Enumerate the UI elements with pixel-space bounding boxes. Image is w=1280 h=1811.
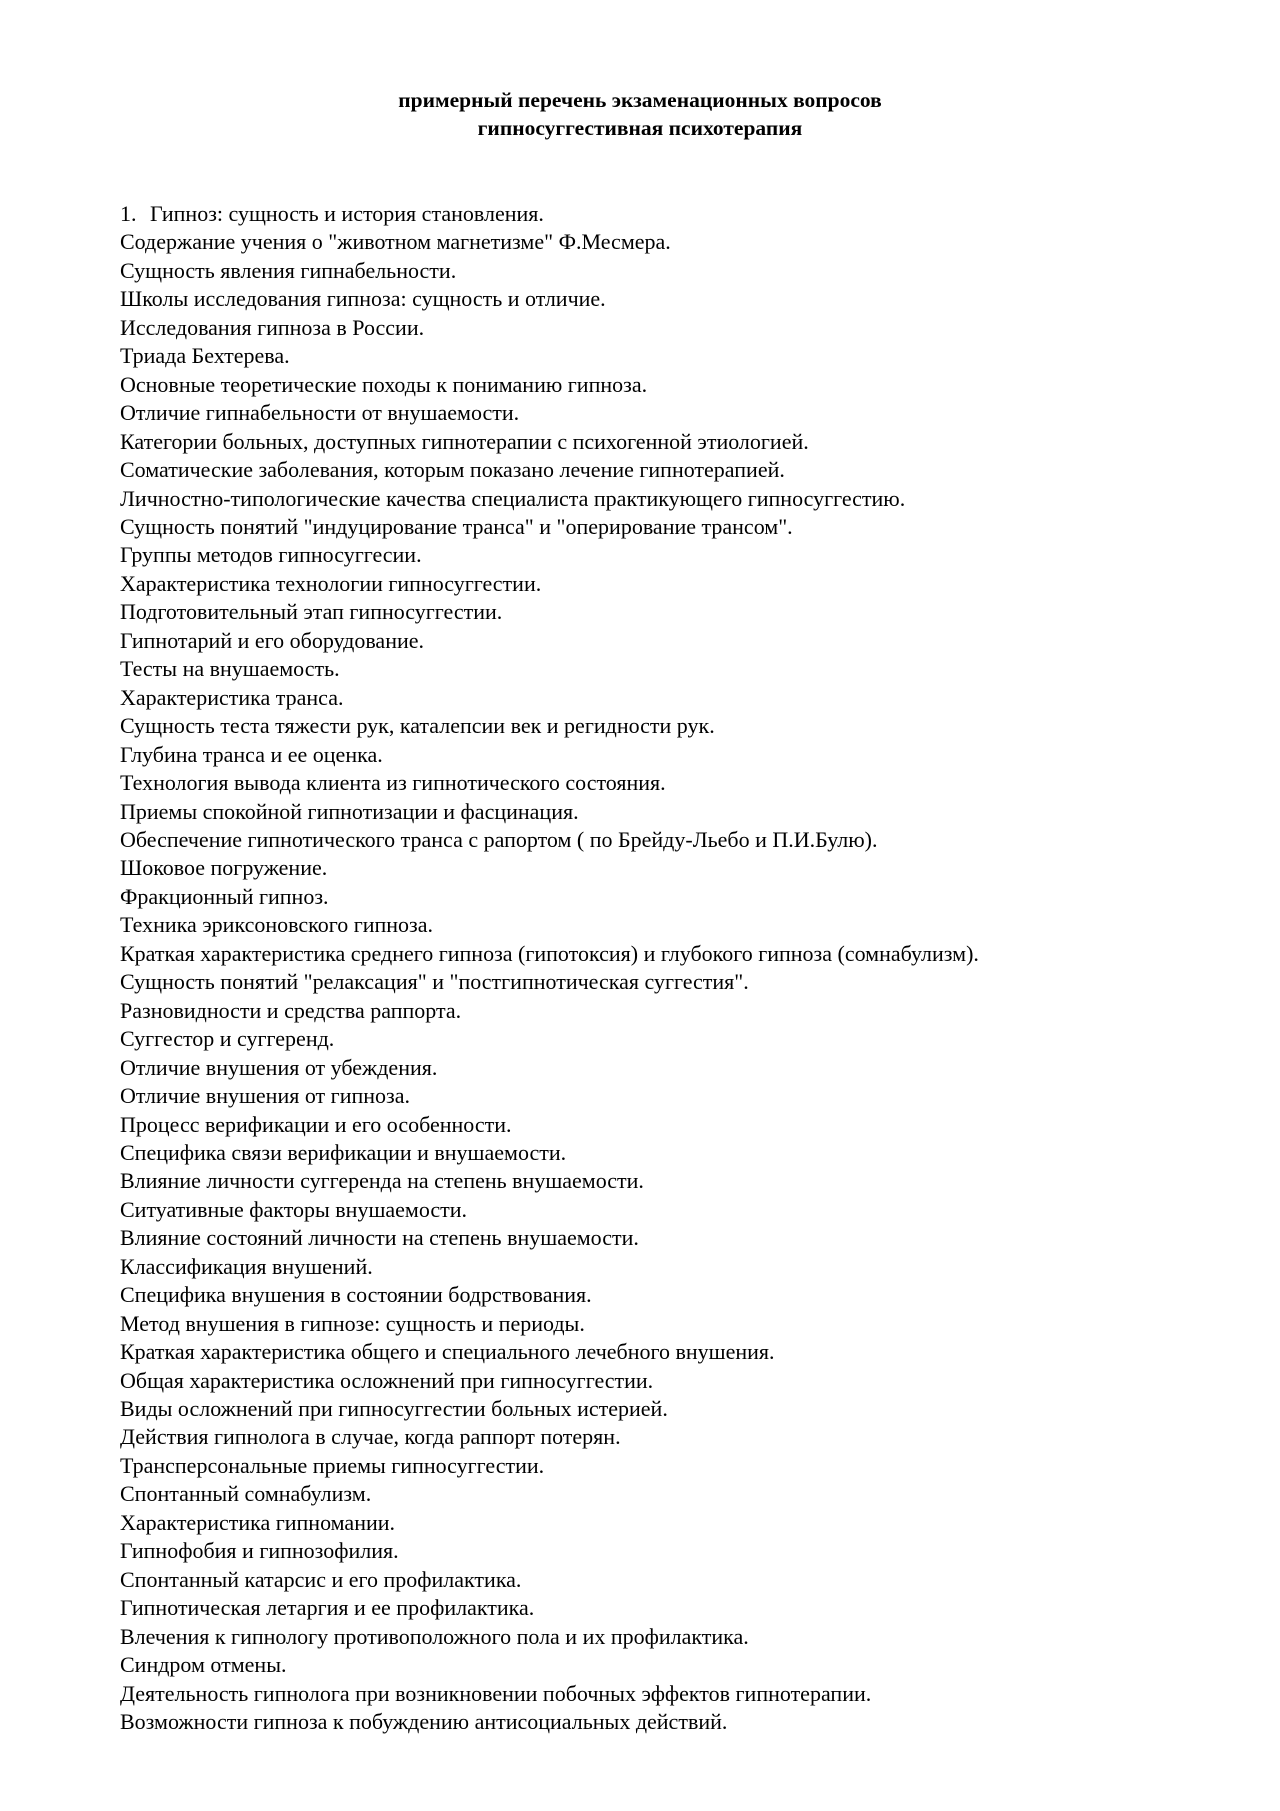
question-item [120, 1139, 1220, 1167]
question-item [120, 1423, 1220, 1451]
question-text: Гипнофобия и гипнозофилия. [120, 1538, 399, 1564]
question-item [120, 1680, 1220, 1708]
question-text: Тесты на внушаемость. [120, 656, 340, 682]
question-text: Трансперсональные приемы гипносуггестии. [120, 1452, 545, 1478]
question-item [120, 228, 1220, 256]
question-item [120, 627, 1220, 655]
question-item [120, 911, 1220, 939]
question-text: Содержание учения о "животном магнетизме" Ф.Месмера. [120, 229, 671, 255]
question-text: Ситуативные факторы внушаемости. [120, 1196, 468, 1222]
question-item [120, 1566, 1220, 1594]
question-item [120, 1452, 1220, 1480]
question-item [120, 798, 1220, 826]
title-line-1: примерный перечень экзаменационных вопросов [398, 88, 882, 112]
question-item [120, 968, 1220, 996]
question-item [120, 1082, 1220, 1110]
question-item [120, 769, 1220, 797]
question-item [120, 598, 1220, 626]
question-item [120, 1395, 1220, 1423]
question-item [120, 712, 1220, 740]
question-number: 1. [120, 201, 137, 226]
question-text: Отличие внушения от гипноза. [120, 1083, 410, 1109]
question-item [120, 1025, 1220, 1053]
question-text: Синдром отмены. [120, 1652, 287, 1678]
question-list [120, 200, 1220, 1736]
question-item [120, 854, 1220, 882]
question-item [120, 883, 1220, 911]
question-item [120, 1651, 1220, 1679]
question-text: Сущность понятий "индуцирование транса" и "оперирование трансом". [120, 513, 793, 539]
question-text: Сущность теста тяжести рук, каталепсии век и регидности рук. [120, 713, 715, 739]
question-text: Школы исследования гипноза: сущность и отличие. [120, 286, 606, 312]
question-text: Техника эриксоновского гипноза. [120, 912, 434, 938]
question-text: Специфика внушения в состоянии бодрствования. [120, 1282, 592, 1308]
question-text: Действия гипнолога в случае, когда раппорт потерян. [120, 1424, 621, 1450]
question-text: Характеристика гипномании. [120, 1509, 396, 1535]
question-item [120, 826, 1220, 854]
question-item [120, 1224, 1220, 1252]
question-text: Отличие внушения от убеждения. [120, 1054, 438, 1080]
question-item [120, 741, 1220, 769]
question-item [120, 285, 1220, 313]
question-text: Категории больных, доступных гипнотерапии с психогенной этиологией. [120, 428, 809, 454]
question-text: Гипноз: сущность и история становления. [150, 201, 544, 226]
question-item [120, 485, 1220, 513]
question-item [120, 371, 1220, 399]
question-text: Группы методов гипносуггесии. [120, 542, 422, 568]
question-item [120, 1509, 1220, 1537]
question-text: Шоковое погружение. [120, 855, 328, 881]
question-item [120, 541, 1220, 569]
question-item [120, 1196, 1220, 1224]
question-text: Спонтанный катарсис и его профилактика. [120, 1566, 522, 1592]
question-item [120, 1253, 1220, 1281]
question-item [120, 1708, 1220, 1736]
question-text: Общая характеристика осложнений при гипносуггестии. [120, 1367, 654, 1393]
question-item [120, 997, 1220, 1025]
question-text: Сущность понятий "релаксация" и "постгипнотическая суггестия". [120, 969, 749, 995]
question-item [120, 513, 1220, 541]
question-text: Глубина транса и ее оценка. [120, 741, 383, 767]
question-text: Характеристика транса. [120, 684, 344, 710]
question-text: Классификация внушений. [120, 1253, 373, 1279]
question-text: Отличие гипнабельности от внушаемости. [120, 400, 520, 426]
question-text: Соматические заболевания, которым показано лечение гипнотерапией. [120, 457, 785, 483]
question-item [120, 655, 1220, 683]
question-text: Краткая характеристика среднего гипноза (гипотоксия) и глубокого гипноза (сомнабулизм). [120, 940, 979, 966]
question-item [120, 1167, 1220, 1195]
question-item [120, 1111, 1220, 1139]
question-text: Фракционный гипноз. [120, 883, 329, 909]
question-text: Сущность явления гипнабельности. [120, 257, 457, 283]
question-item [120, 684, 1220, 712]
question-item [120, 314, 1220, 342]
question-text: Разновидности и средства раппорта. [120, 997, 462, 1023]
title-line-2: гипносуггестивная психотерапия [477, 116, 803, 140]
question-item [120, 399, 1220, 427]
question-item [120, 1054, 1220, 1082]
question-item [120, 428, 1220, 456]
question-text: Деятельность гипнолога при возникновении побочных эффектов гипнотерапии. [120, 1680, 872, 1706]
question-text: Спонтанный сомнабулизм. [120, 1481, 372, 1507]
question-item [120, 1310, 1220, 1338]
question-text: Технология вывода клиента из гипнотического состояния. [120, 770, 666, 796]
question-text: Влечения к гипнологу противоположного пола и их профилактика. [120, 1623, 749, 1649]
question-item [120, 342, 1220, 370]
question-text: Личностно-типологические качества специалиста практикующего гипносуггестию. [120, 485, 906, 511]
question-item [120, 456, 1220, 484]
question-text: Возможности гипноза к побуждению антисоциальных действий. [120, 1709, 728, 1735]
question-item [120, 1367, 1220, 1395]
question-item [120, 570, 1220, 598]
question-item [120, 1480, 1220, 1508]
question-text: Виды осложнений при гипносуггестии больных истерией. [120, 1396, 668, 1422]
question-text: Суггестор и суггеренд. [120, 1026, 335, 1052]
question-text: Исследования гипноза в России. [120, 314, 425, 340]
question-item [120, 257, 1220, 285]
question-text: Приемы спокойной гипнотизации и фасцинация. [120, 798, 579, 824]
question-item [120, 1537, 1220, 1565]
question-text: Триада Бехтерева. [120, 343, 290, 369]
question-item [120, 200, 1220, 228]
question-text: Подготовительный этап гипносуггестии. [120, 599, 503, 625]
question-text: Характеристика технологии гипносуггестии. [120, 570, 542, 596]
question-text: Влияние личности суггеренда на степень внушаемости. [120, 1168, 644, 1194]
question-item [120, 1623, 1220, 1651]
question-item [120, 1594, 1220, 1622]
question-text: Влияние состояний личности на степень внушаемости. [120, 1225, 639, 1251]
question-text: Основные теоретические походы к пониманию гипноза. [120, 371, 648, 397]
document-title [0, 86, 1280, 142]
question-text: Процесс верификации и его особенности. [120, 1111, 512, 1137]
question-item [120, 1281, 1220, 1309]
question-text: Гипнотическая летаргия и ее профилактика. [120, 1595, 535, 1621]
question-text: Метод внушения в гипнозе: сущность и периоды. [120, 1310, 585, 1336]
question-text: Обеспечение гипнотического транса с рапортом ( по Брейду-Льебо и П.И.Булю). [120, 826, 878, 852]
question-item [120, 1338, 1220, 1366]
question-text: Краткая характеристика общего и специального лечебного внушения. [120, 1339, 775, 1365]
question-text: Специфика связи верификации и внушаемости. [120, 1139, 567, 1165]
question-text: Гипнотарий и его оборудование. [120, 627, 425, 653]
question-item [120, 940, 1220, 968]
